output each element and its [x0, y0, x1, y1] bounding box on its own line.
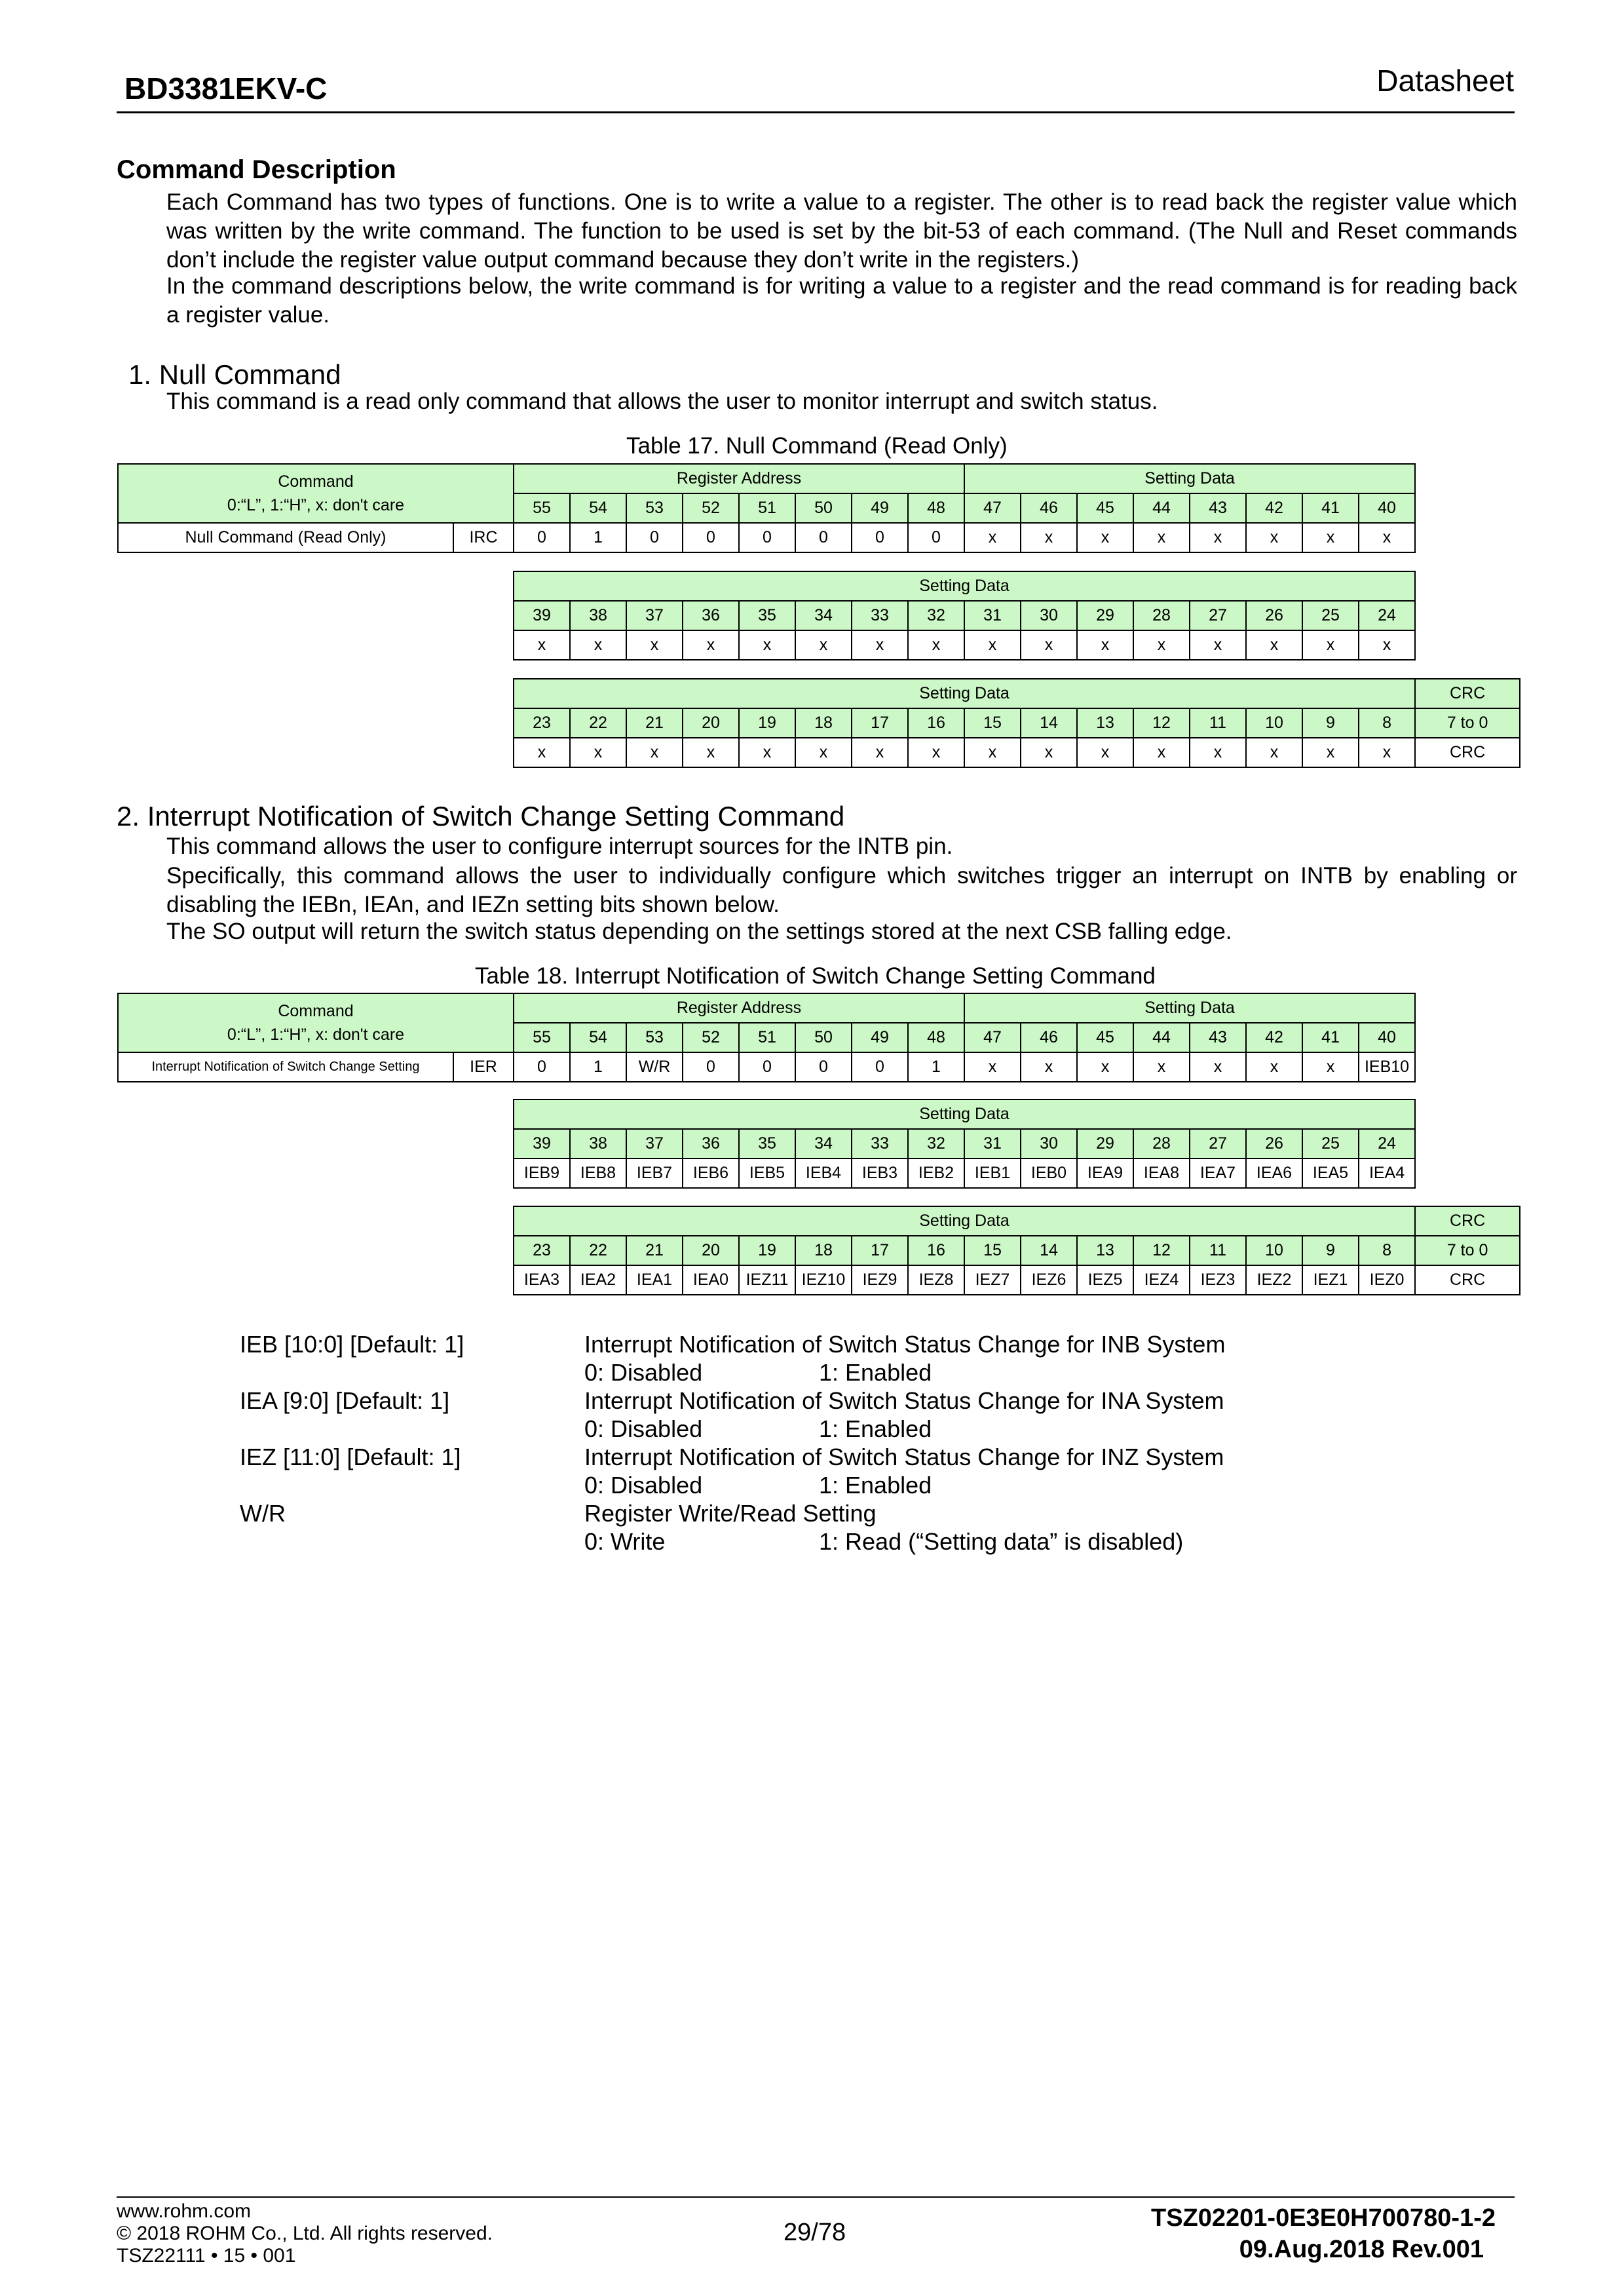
bit-value-cell: x — [1133, 630, 1190, 660]
bit-number-cell: 16 — [908, 708, 964, 738]
bit-number-cell: 12 — [1133, 708, 1190, 738]
bit-value-cell: 1 — [570, 523, 626, 552]
bit-number-cell: 22 — [570, 708, 626, 738]
bit-number-cell: 18 — [795, 708, 852, 738]
bit-number-cell: 22 — [570, 1236, 626, 1265]
bit-number-cell: 13 — [1077, 1236, 1133, 1265]
table18-caption: Table 18. Interrupt Notification of Switch Change Setting Command — [475, 963, 1156, 989]
bit-number-cell: 20 — [683, 708, 739, 738]
bit-value-cell: x — [1021, 523, 1077, 552]
bit-number-cell: 55 — [514, 1023, 570, 1052]
bit-number-cell: 28 — [1133, 601, 1190, 630]
bit-value-cell: x — [964, 738, 1021, 767]
bit-number-cell: 35 — [739, 601, 795, 630]
bit-number-cell: 38 — [570, 1129, 626, 1158]
command-abbr: IER — [453, 1052, 514, 1082]
bit-value-cell: IEZ10 — [795, 1265, 852, 1295]
bit-number-cell: 47 — [964, 1023, 1021, 1052]
bit-def-opt0: 0: Write — [584, 1528, 666, 1555]
bit-def-opt0: 0: Disabled — [584, 1415, 703, 1442]
bit-number-cell: 23 — [514, 708, 570, 738]
bit-number-cell: 39 — [514, 1129, 570, 1158]
intro-paragraph-1: Each Command has two types of functions. One is to write a value to a register. The other is to read back the register value which was written by the write command. The function to be used is set by the bit-53 of each command. (The Null and Reset commands don’t include the register value output command because they don’t write in the registers.) — [166, 189, 1517, 273]
bit-value-cell: x — [514, 630, 570, 660]
bit-value-cell: x — [1246, 523, 1302, 552]
command-subheader: 0:“L”, 1:“H”, x: don't care — [227, 496, 405, 514]
bit-value-cell: IEZ9 — [852, 1265, 908, 1295]
bit-value-cell: x — [1133, 523, 1190, 552]
ier-command-heading: 2. Interrupt Notification of Switch Change Setting Command — [117, 801, 845, 832]
bit-value-cell: IEA0 — [683, 1265, 739, 1295]
bit-value-cell: x — [1302, 523, 1359, 552]
bit-value-cell: 0 — [683, 1052, 739, 1082]
bit-value-cell: x — [795, 738, 852, 767]
setting-data-header: Setting Data — [514, 1206, 1415, 1236]
bit-number-cell: 54 — [570, 493, 626, 523]
bit-number-cell: 32 — [908, 1129, 964, 1158]
bit-number-cell: 37 — [626, 601, 683, 630]
bit-number-cell: 20 — [683, 1236, 739, 1265]
bit-value-cell: x — [1246, 1052, 1302, 1082]
bit-value-cell: x — [683, 630, 739, 660]
bit-value-cell: x — [1359, 523, 1415, 552]
bit-value-cell: x — [1077, 738, 1133, 767]
crc-cell: 7 to 0 — [1415, 1236, 1520, 1265]
command-name: Interrupt Notification of Switch Change Setting — [118, 1052, 453, 1082]
bit-value-cell: IEA9 — [1077, 1158, 1133, 1188]
bit-number-cell: 43 — [1190, 1023, 1246, 1052]
bit-number-cell: 28 — [1133, 1129, 1190, 1158]
bit-number-cell: 45 — [1077, 493, 1133, 523]
bit-value-cell: IEZ11 — [739, 1265, 795, 1295]
bit-value-cell: IEB9 — [514, 1158, 570, 1188]
bit-number-cell: 52 — [683, 493, 739, 523]
bit-value-cell: x — [1021, 738, 1077, 767]
bit-value-cell: 1 — [908, 1052, 964, 1082]
bit-def-opt0: 0: Disabled — [584, 1472, 703, 1499]
bit-number-cell: 42 — [1246, 493, 1302, 523]
command-header: Command — [278, 1002, 354, 1020]
footer-date-rev: 09.Aug.2018 Rev.001 — [1239, 2236, 1484, 2263]
bit-number-cell: 21 — [626, 708, 683, 738]
bit-number-cell: 24 — [1359, 601, 1415, 630]
bit-number-cell: 51 — [739, 493, 795, 523]
bit-number-cell: 44 — [1133, 1023, 1190, 1052]
bit-number-cell: 27 — [1190, 1129, 1246, 1158]
bit-value-cell: x — [1302, 1052, 1359, 1082]
bit-value-cell: IEZ6 — [1021, 1265, 1077, 1295]
bit-number-cell: 33 — [852, 601, 908, 630]
bit-value-cell: x — [739, 630, 795, 660]
bit-value-cell: x — [570, 630, 626, 660]
bit-value-cell: IEB8 — [570, 1158, 626, 1188]
bit-number-cell: 30 — [1021, 601, 1077, 630]
bit-value-cell: x — [1302, 630, 1359, 660]
crc-cell: 7 to 0 — [1415, 708, 1520, 738]
bit-number-cell: 24 — [1359, 1129, 1415, 1158]
bit-number-cell: 31 — [964, 601, 1021, 630]
bit-value-cell: IEZ4 — [1133, 1265, 1190, 1295]
bit-number-cell: 9 — [1302, 708, 1359, 738]
bit-value-cell: 0 — [739, 1052, 795, 1082]
bit-value-cell: IEZ2 — [1246, 1265, 1302, 1295]
bit-value-cell: IEB2 — [908, 1158, 964, 1188]
bit-value-cell: IEZ1 — [1302, 1265, 1359, 1295]
bit-number-cell: 49 — [852, 493, 908, 523]
bit-number-cell: 25 — [1302, 1129, 1359, 1158]
bit-value-cell: IEZ0 — [1359, 1265, 1415, 1295]
footer-doc-number: TSZ02201-0E3E0H700780-1-2 — [1150, 2204, 1496, 2232]
bit-value-cell: x — [1021, 630, 1077, 660]
bit-def-opt0: 0: Disabled — [584, 1359, 703, 1386]
bit-value-cell: x — [626, 738, 683, 767]
bit-value-cell: IEZ8 — [908, 1265, 964, 1295]
bit-value-cell: IEA2 — [570, 1265, 626, 1295]
bit-number-cell: 8 — [1359, 708, 1415, 738]
bit-value-cell: IEA8 — [1133, 1158, 1190, 1188]
bit-number-cell: 41 — [1302, 493, 1359, 523]
bit-number-cell: 23 — [514, 1236, 570, 1265]
bit-number-cell: 45 — [1077, 1023, 1133, 1052]
bit-def-desc: Interrupt Notification of Switch Status Change for INA System — [584, 1387, 1224, 1414]
intro-paragraph-2: In the command descriptions below, the write command is for writing a value to a register and the read command is for reading back a register value. — [166, 273, 1517, 328]
bit-def-desc: Register Write/Read Setting — [584, 1500, 877, 1527]
bit-value-cell: IEZ7 — [964, 1265, 1021, 1295]
table18-block1 — [117, 993, 1416, 1082]
bit-value-cell: 0 — [514, 523, 570, 552]
bit-value-cell: 0 — [908, 523, 964, 552]
bit-number-cell: 33 — [852, 1129, 908, 1158]
bit-number-cell: 14 — [1021, 1236, 1077, 1265]
bit-value-cell: x — [795, 630, 852, 660]
bit-value-cell: x — [1190, 738, 1246, 767]
footer-rule — [117, 2196, 1515, 2198]
bit-number-cell: 36 — [683, 1129, 739, 1158]
bit-value-cell: x — [1133, 738, 1190, 767]
bit-number-cell: 10 — [1246, 708, 1302, 738]
crc-cell: CRC — [1415, 738, 1520, 767]
bit-number-cell: 14 — [1021, 708, 1077, 738]
bit-value-cell: x — [1246, 738, 1302, 767]
ier-desc-3: The SO output will return the switch status depending on the settings stored at the next CSB falling edge. — [166, 919, 1232, 944]
bit-number-cell: 37 — [626, 1129, 683, 1158]
setting-data-header: Setting Data — [514, 571, 1415, 601]
bit-number-cell: 55 — [514, 493, 570, 523]
bit-value-cell: x — [1190, 1052, 1246, 1082]
bit-def-name: IEB [10:0] [Default: 1] — [240, 1331, 464, 1358]
bit-value-cell: IEA3 — [514, 1265, 570, 1295]
bit-value-cell: IEB3 — [852, 1158, 908, 1188]
setting-data-header: Setting Data — [514, 1100, 1415, 1129]
bit-value-cell: x — [1077, 523, 1133, 552]
command-header-cell — [118, 993, 514, 1052]
bit-number-cell: 47 — [964, 493, 1021, 523]
bit-value-cell: x — [1021, 1052, 1077, 1082]
bit-number-cell: 17 — [852, 708, 908, 738]
crc-header: CRC — [1415, 1206, 1520, 1236]
bit-number-cell: 32 — [908, 601, 964, 630]
setting-data-header: Setting Data — [964, 464, 1415, 493]
bit-def-descs — [584, 1330, 1370, 1556]
register-address-header: Register Address — [514, 464, 964, 493]
bit-number-cell: 26 — [1246, 1129, 1302, 1158]
doc-title: BD3381EKV-C — [124, 71, 328, 105]
table18-block2 — [513, 1099, 1416, 1189]
footer-url[interactable]: www.rohm.com — [117, 2200, 252, 2222]
bit-value-cell: x — [514, 738, 570, 767]
bit-value-cell: IEB7 — [626, 1158, 683, 1188]
bit-number-cell: 26 — [1246, 601, 1302, 630]
bit-value-cell: 0 — [739, 523, 795, 552]
bit-number-cell: 13 — [1077, 708, 1133, 738]
bit-number-cell: 31 — [964, 1129, 1021, 1158]
bit-value-cell: x — [1359, 738, 1415, 767]
bit-number-cell: 50 — [795, 1023, 852, 1052]
bit-def-desc: Interrupt Notification of Switch Status Change for INB System — [584, 1331, 1226, 1358]
bit-value-cell: IEA5 — [1302, 1158, 1359, 1188]
bit-def-name: IEA [9:0] [Default: 1] — [240, 1387, 450, 1414]
bit-def-desc: Interrupt Notification of Switch Status Change for INZ System — [584, 1444, 1224, 1470]
bit-value-cell: x — [852, 738, 908, 767]
bit-number-cell: 29 — [1077, 601, 1133, 630]
bit-number-cell: 48 — [908, 1023, 964, 1052]
bit-number-cell: 15 — [964, 1236, 1021, 1265]
bit-value-cell: x — [852, 630, 908, 660]
bit-value-cell: x — [1246, 630, 1302, 660]
bit-number-cell: 21 — [626, 1236, 683, 1265]
bit-value-cell: IEB1 — [964, 1158, 1021, 1188]
bit-value-cell: x — [1077, 1052, 1133, 1082]
page-number: 29/78 — [784, 2219, 846, 2246]
bit-value-cell: IEB5 — [739, 1158, 795, 1188]
null-command-heading: 1. Null Command — [128, 359, 341, 390]
ier-desc-1: This command allows the user to configure interrupt sources for the INTB pin. — [166, 833, 953, 859]
bit-number-cell: 17 — [852, 1236, 908, 1265]
bit-number-cell: 34 — [795, 601, 852, 630]
bit-number-cell: 19 — [739, 1236, 795, 1265]
bit-number-cell: 19 — [739, 708, 795, 738]
bit-value-cell: x — [964, 1052, 1021, 1082]
setting-data-header: Setting Data — [964, 993, 1415, 1023]
bit-def-names — [240, 1330, 464, 1527]
table17-block3 — [513, 678, 1520, 768]
bit-number-cell: 36 — [683, 601, 739, 630]
bit-number-cell: 27 — [1190, 601, 1246, 630]
bit-number-cell: 18 — [795, 1236, 852, 1265]
bit-number-cell: 8 — [1359, 1236, 1415, 1265]
bit-value-cell: x — [1190, 523, 1246, 552]
bit-number-cell: 16 — [908, 1236, 964, 1265]
bit-number-cell: 49 — [852, 1023, 908, 1052]
bit-number-cell: 50 — [795, 493, 852, 523]
bit-value-cell: x — [626, 630, 683, 660]
bit-value-cell: 1 — [570, 1052, 626, 1082]
bit-def-opt1: 1: Enabled — [819, 1415, 932, 1442]
bit-value-cell: 0 — [852, 1052, 908, 1082]
bit-number-cell: 43 — [1190, 493, 1246, 523]
bit-number-cell: 54 — [570, 1023, 626, 1052]
bit-value-cell: IEB10 — [1359, 1052, 1415, 1082]
bit-value-cell: IEA1 — [626, 1265, 683, 1295]
command-header-cell — [118, 464, 514, 523]
bit-number-cell: 9 — [1302, 1236, 1359, 1265]
bit-def-name: W/R — [240, 1500, 286, 1527]
doc-type: Datasheet — [1376, 64, 1514, 98]
bit-value-cell: 0 — [795, 1052, 852, 1082]
bit-number-cell: 12 — [1133, 1236, 1190, 1265]
table17-block1 — [117, 463, 1416, 553]
null-command-desc: This command is a read only command that allows the user to monitor interrupt and switch status. — [166, 389, 1158, 414]
bit-number-cell: 42 — [1246, 1023, 1302, 1052]
bit-def-name: IEZ [11:0] [Default: 1] — [240, 1444, 461, 1470]
bit-value-cell: x — [1190, 630, 1246, 660]
bit-number-cell: 53 — [626, 1023, 683, 1052]
bit-def-opt1: 1: Enabled — [819, 1359, 932, 1386]
bit-value-cell: IEB6 — [683, 1158, 739, 1188]
bit-number-cell: 46 — [1021, 1023, 1077, 1052]
bit-number-cell: 53 — [626, 493, 683, 523]
bit-number-cell: 10 — [1246, 1236, 1302, 1265]
bit-number-cell: 35 — [739, 1129, 795, 1158]
bit-number-cell: 34 — [795, 1129, 852, 1158]
register-address-header: Register Address — [514, 993, 964, 1023]
bit-number-cell: 46 — [1021, 493, 1077, 523]
bit-value-cell: IEB4 — [795, 1158, 852, 1188]
command-name: Null Command (Read Only) — [118, 523, 453, 552]
crc-header: CRC — [1415, 679, 1520, 708]
bit-number-cell: 41 — [1302, 1023, 1359, 1052]
bit-value-cell: IEA7 — [1190, 1158, 1246, 1188]
bit-value-cell: x — [908, 630, 964, 660]
crc-cell: CRC — [1415, 1265, 1520, 1295]
bit-value-cell: IEZ5 — [1077, 1265, 1133, 1295]
bit-value-cell: 0 — [795, 523, 852, 552]
bit-number-cell: 25 — [1302, 601, 1359, 630]
bit-value-cell: x — [683, 738, 739, 767]
bit-value-cell: IEA6 — [1246, 1158, 1302, 1188]
bit-value-cell: x — [1133, 1052, 1190, 1082]
bit-value-cell: 0 — [514, 1052, 570, 1082]
bit-value-cell: 0 — [852, 523, 908, 552]
table18-block3 — [513, 1206, 1520, 1295]
bit-number-cell: 44 — [1133, 493, 1190, 523]
footer-copyright: © 2018 ROHM Co., Ltd. All rights reserved. — [117, 2223, 493, 2244]
bit-value-cell: W/R — [626, 1052, 683, 1082]
section-heading: Command Description — [117, 155, 396, 184]
setting-data-header: Setting Data — [514, 679, 1415, 708]
bit-value-cell: IEA4 — [1359, 1158, 1415, 1188]
command-header: Command — [278, 472, 354, 491]
bit-value-cell: IEB0 — [1021, 1158, 1077, 1188]
command-subheader: 0:“L”, 1:“H”, x: don't care — [227, 1025, 405, 1044]
command-abbr: IRC — [453, 523, 514, 552]
bit-number-cell: 51 — [739, 1023, 795, 1052]
ier-desc-2: Specifically, this command allows the user to individually configure which switches trigger an interrupt on INTB by enabling or disabling the IEBn, IEAn, and IEZn setting bits shown below. — [166, 863, 1517, 917]
bit-value-cell: x — [570, 738, 626, 767]
bit-value-cell: 0 — [683, 523, 739, 552]
bit-number-cell: 29 — [1077, 1129, 1133, 1158]
bit-number-cell: 30 — [1021, 1129, 1077, 1158]
bit-value-cell: x — [739, 738, 795, 767]
bit-value-cell: x — [908, 738, 964, 767]
bit-number-cell: 52 — [683, 1023, 739, 1052]
bit-number-cell: 11 — [1190, 1236, 1246, 1265]
bit-value-cell: x — [1359, 630, 1415, 660]
bit-value-cell: x — [1302, 738, 1359, 767]
bit-number-cell: 38 — [570, 601, 626, 630]
bit-value-cell: x — [964, 523, 1021, 552]
bit-value-cell: IEZ3 — [1190, 1265, 1246, 1295]
bit-def-opt1: 1: Enabled — [819, 1472, 932, 1499]
bit-value-cell: 0 — [626, 523, 683, 552]
header-rule — [117, 111, 1515, 113]
bit-number-cell: 48 — [908, 493, 964, 523]
bit-number-cell: 40 — [1359, 1023, 1415, 1052]
bit-number-cell: 11 — [1190, 708, 1246, 738]
bit-def-opt1: 1: Read (“Setting data” is disabled) — [819, 1528, 1184, 1555]
footer-code: TSZ22111 • 15 • 001 — [117, 2245, 296, 2267]
table17-block2 — [513, 571, 1416, 660]
bit-number-cell: 15 — [964, 708, 1021, 738]
bit-value-cell: x — [964, 630, 1021, 660]
bit-number-cell: 39 — [514, 601, 570, 630]
bit-number-cell: 40 — [1359, 493, 1415, 523]
bit-value-cell: x — [1077, 630, 1133, 660]
table17-caption: Table 17. Null Command (Read Only) — [626, 433, 1008, 459]
